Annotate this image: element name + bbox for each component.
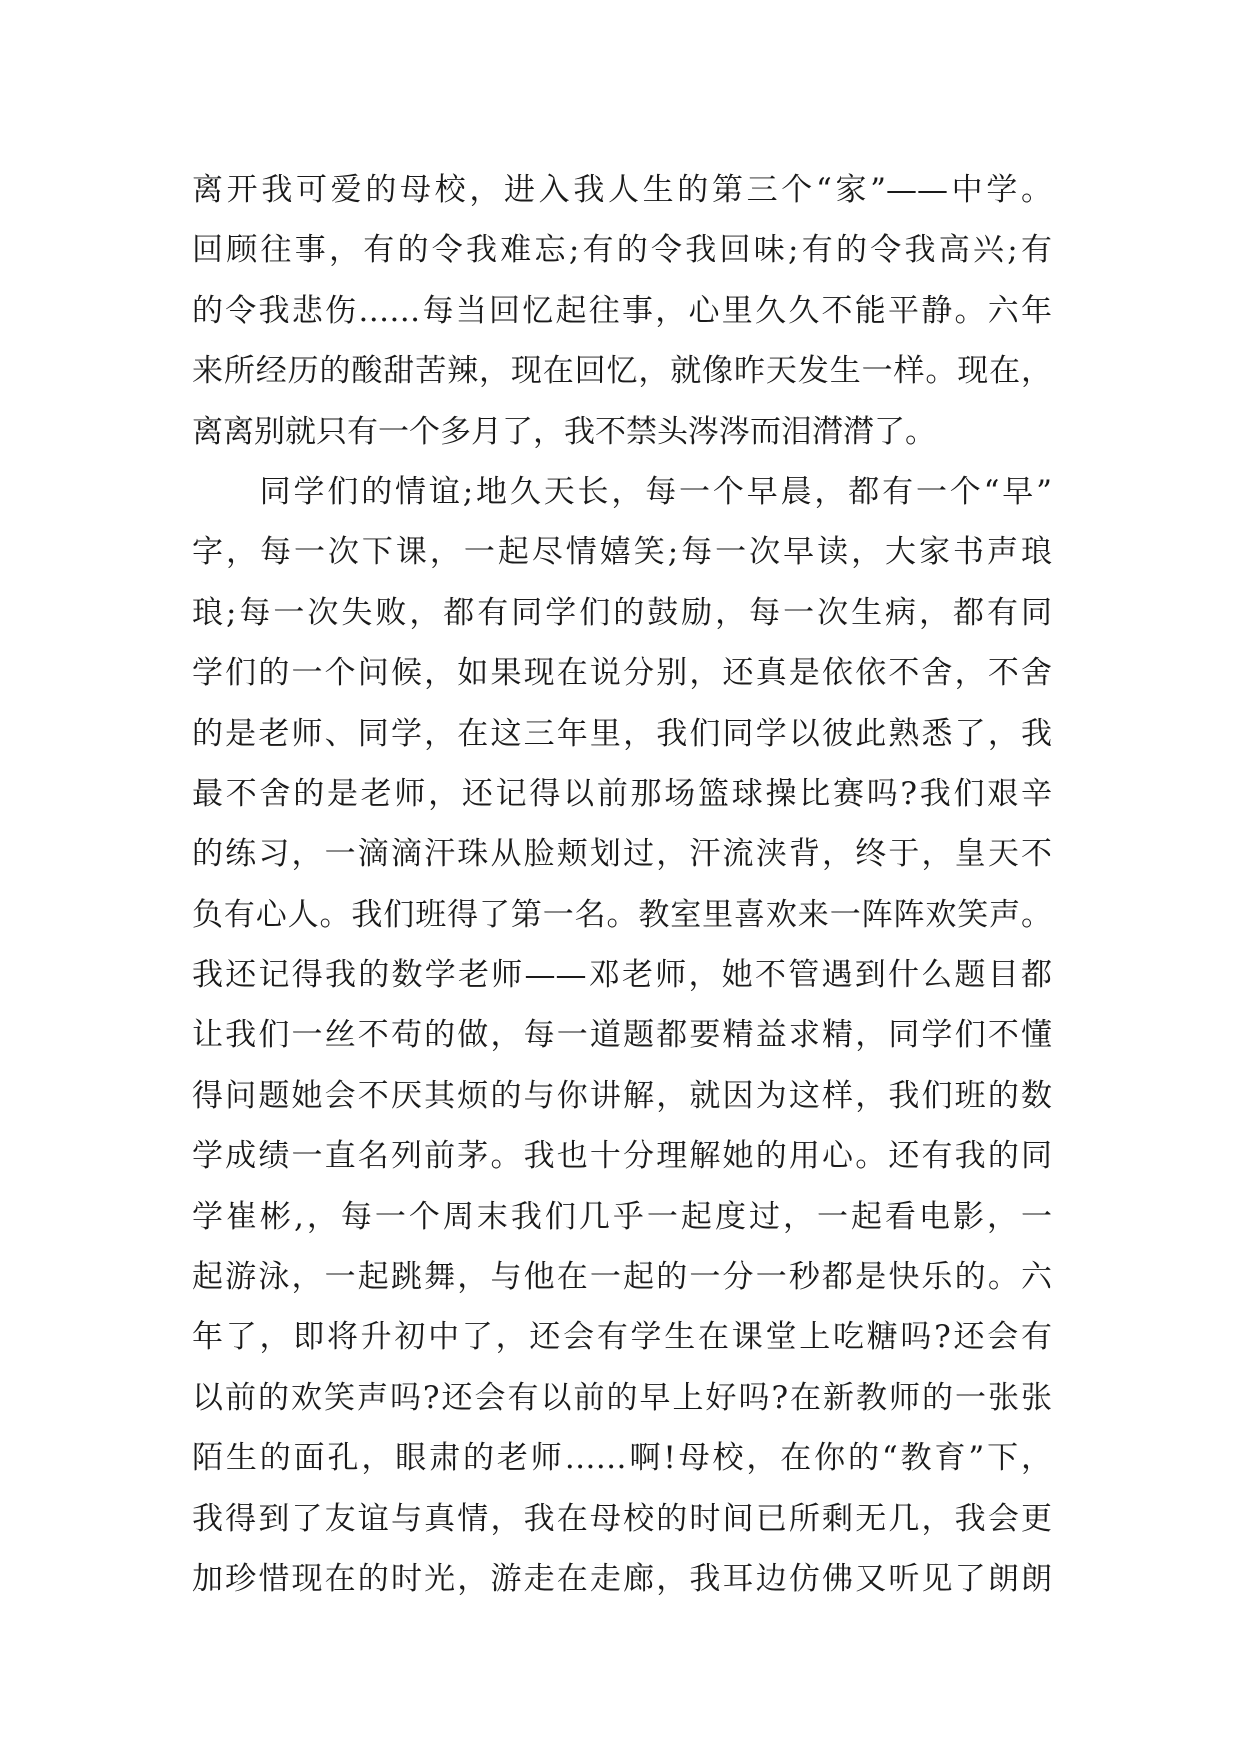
text-line: 学崔彬,，每一个周末我们几乎一起度过，一起看电影，一 xyxy=(192,1198,1052,1235)
text-line: 陌生的面孔，眼肃的老师……啊!母校，在你的“教育”下， xyxy=(192,1440,1052,1477)
body-text xyxy=(192,160,1052,1609)
text-line: 负有心人。我们班得了第一名。教室里喜欢来一阵阵欢笑声。 xyxy=(192,896,1052,933)
text-line: 同学们的情谊;地久天长，每一个早晨，都有一个“早” xyxy=(192,473,1052,510)
text-line: 字，每一次下课，一起尽情嬉笑;每一次早读，大家书声琅 xyxy=(192,534,1052,571)
text-line: 年了，即将升初中了，还会有学生在课堂上吃糖吗?还会有 xyxy=(192,1319,1052,1356)
text-line: 的令我悲伤……每当回忆起往事，心里久久不能平静。六年 xyxy=(192,292,1052,329)
text-line: 回顾往事，有的令我难忘;有的令我回味;有的令我高兴;有 xyxy=(192,232,1052,269)
text-line: 离离别就只有一个多月了，我不禁头涔涔而泪潸潸了。 xyxy=(192,413,936,450)
text-line: 最不舍的是老师，还记得以前那场篮球操比赛吗?我们艰辛 xyxy=(192,775,1052,812)
text-line: 起游泳，一起跳舞，与他在一起的一分一秒都是快乐的。六 xyxy=(192,1259,1052,1296)
text-line: 来所经历的酸甜苦辣，现在回忆，就像昨天发生一样。现在， xyxy=(192,353,1052,390)
text-line: 的练习，一滴滴汗珠从脸颊划过，汗流浃背，终于，皇天不 xyxy=(192,836,1052,873)
text-line: 离开我可爱的母校，进入我人生的第三个“家”——中学。 xyxy=(192,172,1052,208)
text-line: 让我们一丝不苟的做，每一道题都要精益求精，同学们不懂 xyxy=(192,1017,1052,1054)
text-line: 加珍惜现在的时光，游走在走廊，我耳边仿佛又听见了朗朗 xyxy=(192,1560,1052,1597)
text-line: 琅;每一次失败，都有同学们的鼓励，每一次生病，都有同 xyxy=(192,594,1052,631)
text-line: 学成绩一直名列前茅。我也十分理解她的用心。还有我的同 xyxy=(192,1138,1052,1175)
text-line: 学们的一个问候，如果现在说分别，还真是依依不舍，不舍 xyxy=(192,655,1052,692)
text-line: 我还记得我的数学老师——邓老师，她不管遇到什么题目都 xyxy=(192,957,1052,994)
text-line: 的是老师、同学，在这三年里，我们同学以彼此熟悉了，我 xyxy=(192,715,1052,752)
text-line: 以前的欢笑声吗?还会有以前的早上好吗?在新教师的一张张 xyxy=(192,1379,1052,1416)
text-line: 我得到了友谊与真情，我在母校的时间已所剩无几，我会更 xyxy=(192,1500,1052,1537)
text-line: 得问题她会不厌其烦的与你讲解，就因为这样，我们班的数 xyxy=(192,1077,1052,1114)
